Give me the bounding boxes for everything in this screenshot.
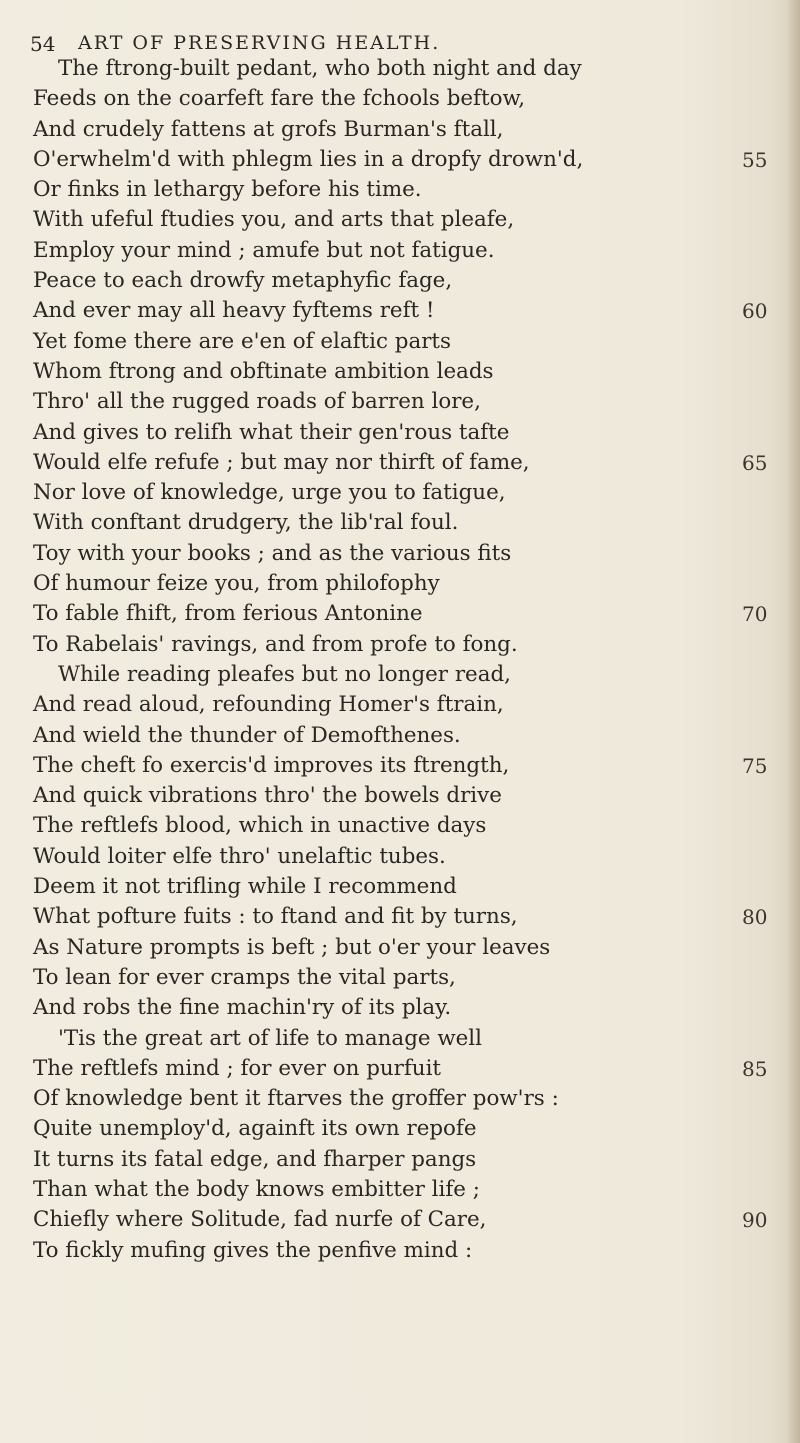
poem-line-text: Would elfe refufe ; but may nor thirft of fame,: [33, 449, 530, 475]
poem-line-text: With conftant drudgery, the lib'ral foul.: [33, 510, 459, 536]
poem-line-text: It turns its fatal edge, and fharper pangs: [33, 1146, 477, 1172]
poem-line: [0, 205, 800, 235]
poem-line: [0, 236, 800, 266]
line-number: 85: [742, 1056, 768, 1081]
poem-line: [0, 690, 800, 720]
poem-line: [0, 327, 800, 357]
poem-line: [0, 1024, 800, 1054]
poem-line-text: What pofture fuits : to ftand and fit by turns,: [33, 904, 518, 930]
poem-line-text: Whom ftrong and obftinate ambition leads: [33, 358, 494, 384]
poem-line-text: To fickly mufing gives the penfive mind :: [33, 1237, 473, 1263]
poem-line: [0, 145, 800, 175]
poem-line: [0, 1205, 800, 1235]
poem-line: [0, 1084, 800, 1114]
poem-line-text: Yet fome there are e'en of elaftic parts: [33, 328, 452, 354]
poem-line-text: Would loiter elfe thro' unelaftic tubes.: [33, 843, 446, 869]
poem-line-text: O'erwhelm'd with phlegm lies in a dropfy drown'd,: [33, 146, 584, 172]
poem-line: [0, 811, 800, 841]
poem-line-text: Than what the body knows embitter life ;: [33, 1176, 480, 1202]
poem-line-text: The cheft fo exercis'd improves its ftrength,: [33, 752, 510, 778]
poem-text: [0, 54, 800, 1266]
line-number: 75: [742, 753, 768, 778]
poem-line-text: The reftlefs blood, which in unactive days: [33, 813, 487, 839]
poem-line: [0, 569, 800, 599]
poem-line-text: And robs the fine machin'ry of its play.: [33, 995, 452, 1021]
poem-line: [0, 1145, 800, 1175]
poem-line-text: To lean for ever cramps the vital parts,: [33, 964, 456, 990]
line-number: 80: [742, 905, 768, 930]
poem-line: [0, 387, 800, 417]
poem-line-text: Employ your mind ; amufe but not fatigue.: [33, 237, 495, 263]
poem-line: [0, 357, 800, 387]
poem-line-text: Or finks in lethargy before his time.: [33, 177, 422, 203]
poem-line-text: As Nature prompts is beft ; but o'er your leaves: [33, 934, 551, 960]
poem-line: [0, 508, 800, 538]
running-title: ART OF PRESERVING HEALTH.: [78, 32, 441, 54]
poem-line-text: And ever may all heavy fyftems reft !: [33, 298, 435, 324]
poem-line: [0, 1114, 800, 1144]
poem-line-text: And read aloud, refounding Homer's ftrain,: [33, 692, 504, 718]
poem-line: [0, 296, 800, 326]
poem-line-text: And quick vibrations thro' the bowels drive: [33, 783, 502, 809]
poem-line: [0, 721, 800, 751]
poem-line: [0, 175, 800, 205]
poem-line-text: And crudely fattens at grofs Burman's ftall,: [33, 116, 504, 142]
poem-line-text: Thro' all the rugged roads of barren lore,: [33, 389, 481, 415]
line-number: 55: [742, 147, 768, 172]
poem-line-text: Feeds on the coarfeft fare the fchools beftow,: [33, 86, 526, 112]
page-number: 54: [30, 32, 56, 56]
poem-line-text: Peace to each drowfy metaphyfic fage,: [33, 268, 453, 294]
poem-line-text: Chiefly where Solitude, fad nurfe of Care,: [33, 1207, 487, 1233]
line-number: 60: [742, 299, 768, 324]
poem-line: [0, 751, 800, 781]
poem-line: [0, 1054, 800, 1084]
poem-line-text: Toy with your books ; and as the various fits: [33, 540, 512, 566]
poem-line-text: The ftrong-built pedant, who both night and day: [58, 56, 582, 81]
poem-line: [0, 902, 800, 932]
poem-line: [0, 478, 800, 508]
poem-line: [0, 539, 800, 569]
line-number: 65: [742, 450, 768, 475]
poem-line: [0, 115, 800, 145]
poem-line: [0, 630, 800, 660]
poem-line: [0, 781, 800, 811]
poem-line: [0, 1175, 800, 1205]
poem-line-text: With ufeful ftudies you, and arts that pleafe,: [33, 207, 515, 233]
poem-line-text: Quite unemploy'd, againft its own repofe: [33, 1116, 477, 1142]
line-number: 70: [742, 602, 768, 627]
poem-line: [0, 963, 800, 993]
poem-line-text: While reading pleafes but no longer read,: [58, 661, 511, 687]
poem-line-text: To fable fhift, from ferious Antonine: [33, 601, 423, 627]
poem-line-text: And wield the thunder of Demofthenes.: [33, 722, 461, 748]
poem-line: [0, 418, 800, 448]
poem-line: [0, 266, 800, 296]
poem-line: [0, 933, 800, 963]
poem-line: [0, 599, 800, 629]
poem-line-text: Deem it not trifling while I recommend: [33, 874, 457, 900]
poem-line: [0, 54, 800, 84]
poem-line: [0, 872, 800, 902]
poem-line: [0, 1236, 800, 1266]
poem-line: [0, 660, 800, 690]
poem-line: [0, 993, 800, 1023]
poem-line-text: And gives to relifh what their gen'rous tafte: [33, 419, 510, 445]
line-number: 90: [742, 1208, 768, 1233]
poem-line-text: Nor love of knowledge, urge you to fatigue,: [33, 480, 506, 506]
poem-line: [0, 84, 800, 114]
poem-line-text: To Rabelais' ravings, and from profe to fong.: [33, 631, 518, 657]
poem-line: [0, 842, 800, 872]
poem-line-text: Of humour feize you, from philofophy: [33, 571, 440, 597]
poem-line-text: Of knowledge bent it ftarves the groffer pow'rs :: [33, 1086, 559, 1112]
poem-line-text: The reftlefs mind ; for ever on purfuit: [33, 1055, 442, 1081]
poem-line: [0, 448, 800, 478]
poem-line-text: 'Tis the great art of life to manage well: [58, 1025, 482, 1051]
